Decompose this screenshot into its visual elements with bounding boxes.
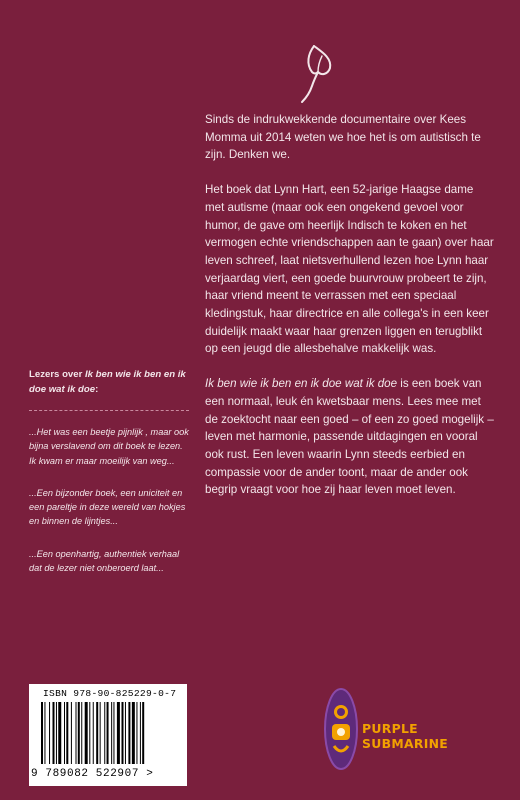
barcode-digits: 9 789082 522907 > — [31, 768, 154, 780]
review-quote: ...Een openhartig, authentiek verhaal dat de lezer niet onberoerd laat... — [29, 548, 180, 574]
heading-suffix: : — [95, 384, 99, 395]
blurb-paragraph-2: Het boek dat Lynn Hart, een 52-jarige Haagse dame met autisme (maar ook een ongekend gevoel voor humor, de gave om heerlijk Indisch te koken en het vermogen echte vriendschappen aan te gaan) over haar leven schreef, laat nietsverhullend lezen hoe Lynn haar verjaardag viert, een goede buurvrouw probeert te zijn, haar vriend meent te verrassen met een speciaal kledingstuk, haar directrice en alle collega's in een keer duidelijk maakt waar haar grenzen liggen en terugblikt op een jeugd die allesbehalve makkelijk was. — [205, 183, 494, 356]
blurb-paragraph-1: Sinds de indrukwekkende documentaire over Kees Momma uit 2014 weten we hoe het is om autistisch te zijn. Denken we. — [205, 113, 481, 162]
heading-prefix: Lezers over — [29, 369, 85, 380]
logo-word-1: PURPLE — [362, 721, 418, 736]
isbn-text: ISBN 978-90-825229-0-7 — [43, 688, 177, 699]
submarine-logo-icon — [322, 686, 360, 772]
review-quote: ...Een bijzonder boek, een uniciteit en een pareltje in deze wereld van hokjes en binnen de lijntjes... — [29, 487, 186, 527]
logo-word-2: SUBMARINE — [362, 736, 449, 751]
book-title: Ik ben wie ik ben en ik doe wat ik doe — [205, 377, 398, 391]
divider — [29, 410, 189, 411]
blurb-paragraph-3-text: is een boek van een normaal, leuk én kwetsbaar mens. Lees mee met de zoektocht naar een goed – of een zo goed mogelijk – leven met harmonie, passende uitdagingen en vooral ook rust. Een leven waarin Lynn steeds eerbied en compassie voor de ander toont, maar de ander ook begrip vraagt voor hoe zij haar leven moet leven. — [205, 377, 494, 497]
isbn-barcode — [29, 684, 187, 786]
blurb — [205, 111, 495, 516]
reader-reviews — [29, 367, 189, 593]
heading-book-title: Ik ben wie ik ben en ik doe wat ik doe — [29, 369, 186, 395]
calla-lily-icon — [292, 42, 336, 104]
blurb-paragraph-3 — [205, 375, 495, 499]
barcode-bars — [41, 702, 181, 764]
review-quote: ...Het was een beetje pijnlijk , maar ook bijna verslavend om dit boek te lezen. Ik kwam er maar moeilijk van weg... — [29, 427, 189, 466]
publisher-logo — [322, 686, 462, 772]
reviews-heading — [29, 367, 189, 397]
